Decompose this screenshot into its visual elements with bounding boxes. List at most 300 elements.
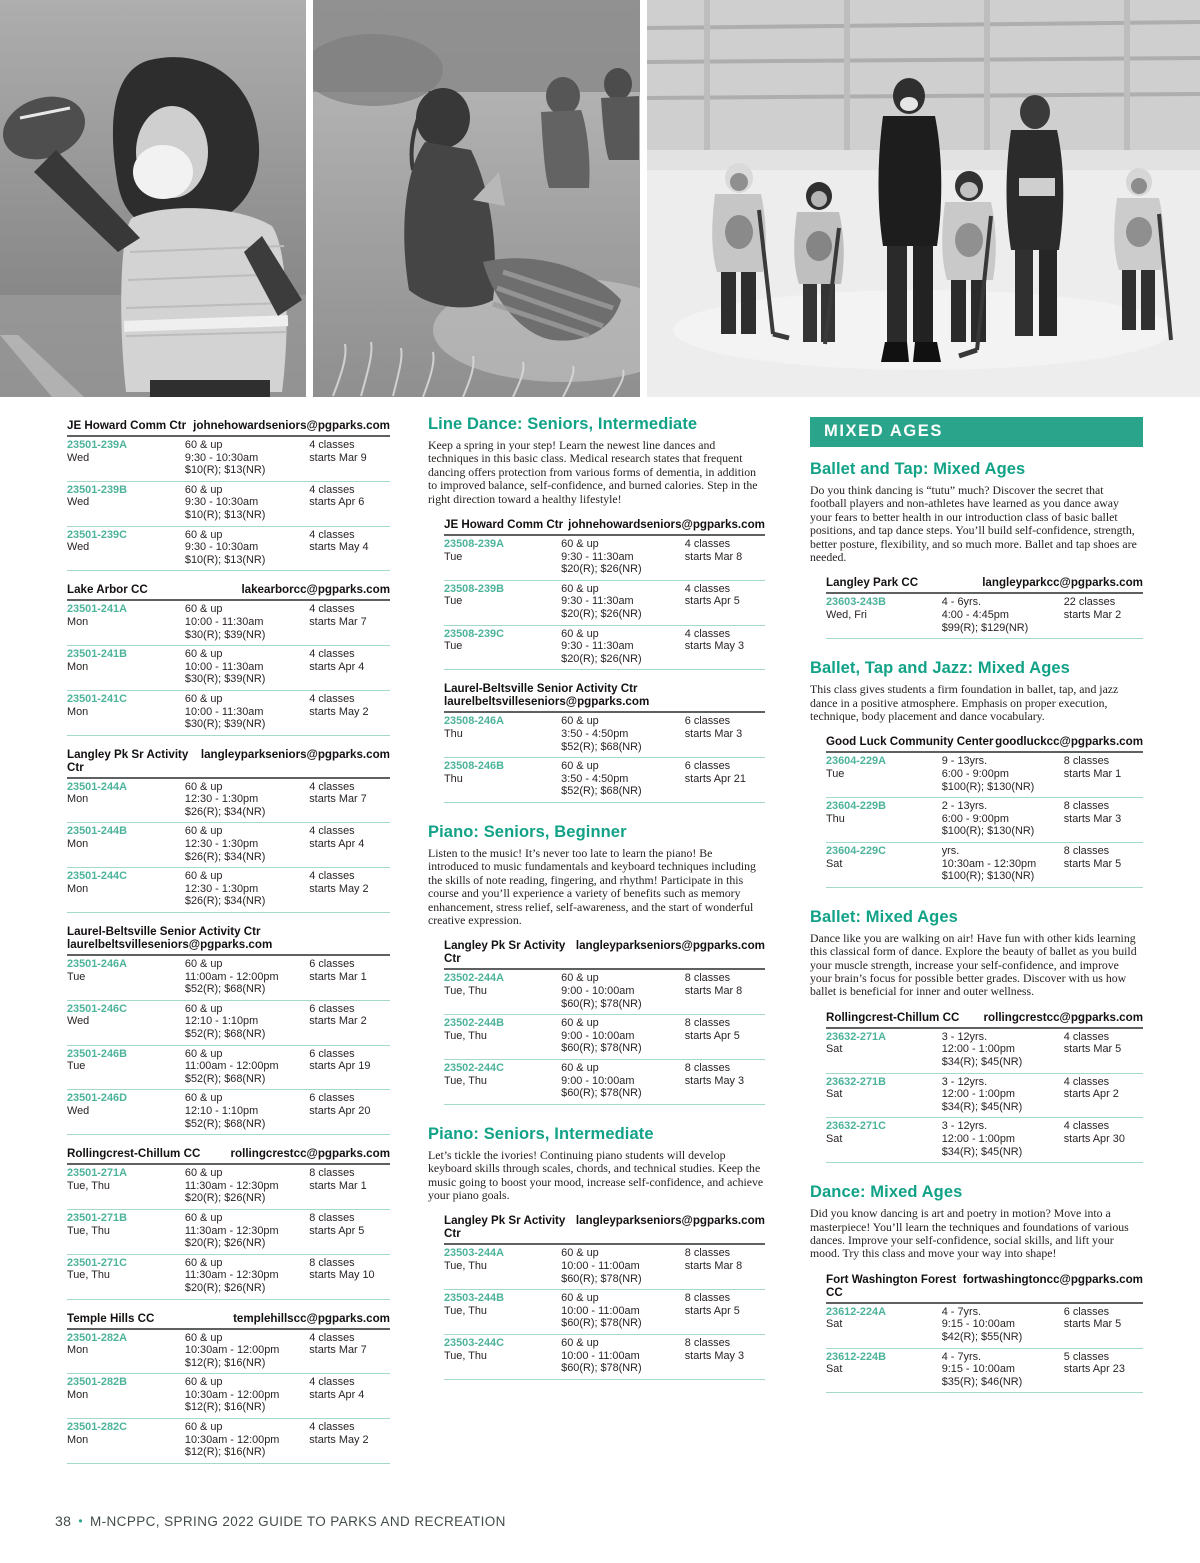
course-detail-cell — [185, 529, 309, 567]
course-days: Tue, Thu — [444, 1349, 487, 1362]
course-row — [444, 581, 765, 626]
location-email: lakearborcc@pgparks.com — [241, 583, 390, 597]
course-class-count: 4 classes — [309, 825, 355, 838]
course-start-date: starts May 3 — [684, 1074, 745, 1087]
course-schedule-cell — [685, 1017, 765, 1055]
course-id-cell — [826, 800, 942, 838]
course-start-date: starts Mar 3 — [1063, 812, 1122, 825]
course-start-date: starts Apr 4 — [309, 660, 365, 673]
location-email: laurelbeltsvilleseniors@pgparks.com — [444, 695, 650, 709]
course-class-count: 8 classes — [684, 1292, 731, 1305]
course-class-count: 4 classes — [309, 870, 355, 883]
course-schedule-cell — [1064, 800, 1143, 838]
course-time: 10:00 - 11:30am — [184, 705, 264, 718]
course-price: $10(R); $13(NR) — [184, 553, 266, 566]
course-days: Wed — [67, 541, 90, 554]
course-id-cell — [67, 1092, 185, 1130]
course-days: Tue, Thu — [67, 1224, 110, 1237]
location-header — [826, 1007, 1143, 1029]
location-header — [826, 572, 1143, 594]
course-id-cell — [444, 1292, 561, 1330]
course-days: Wed — [67, 496, 90, 509]
course-code: 23508-246A — [444, 715, 504, 728]
course-price: $100(R); $130(NR) — [941, 870, 1035, 883]
course-schedule-cell — [309, 1421, 390, 1459]
course-class-count: 6 classes — [309, 1047, 355, 1060]
course-age: 60 & up — [184, 1167, 223, 1180]
course-id-cell — [67, 1421, 185, 1459]
course-age: 60 & up — [561, 582, 599, 595]
course-days: Wed — [67, 1015, 90, 1028]
course-id-cell — [67, 1332, 185, 1370]
location-table — [444, 514, 765, 670]
course-id-cell — [67, 1048, 185, 1086]
course-start-date: starts Apr 2 — [1063, 1088, 1119, 1101]
location-name: Lake Arbor CC — [67, 583, 148, 597]
course-code: 23502-244C — [444, 1061, 504, 1074]
course-price: $26(R); $34(NR) — [184, 850, 266, 863]
course-code: 23612-224A — [826, 1305, 886, 1318]
course-age: 60 & up — [184, 1047, 223, 1060]
course-schedule-cell — [1064, 1076, 1143, 1114]
program-section — [428, 415, 765, 803]
course-start-date: starts May 2 — [309, 882, 369, 895]
course-class-count: 4 classes — [309, 692, 355, 705]
course-detail-cell — [561, 1017, 685, 1055]
course-row — [826, 1304, 1143, 1349]
location-header — [444, 1210, 765, 1245]
program-description: Do you think dancing is “tutu” much? Discover the secret that football players and non-athletes have learned as you dance away your fears to better health in our introduction class of basic ballet positions, and tap dance steps. You’ll build self-confidence, strength, better posture, flexibility, and so much more. Ballet and tap shoes are needed. — [810, 483, 1137, 565]
course-time: 9:15 - 10:00am — [941, 1318, 1015, 1331]
course-age: 60 & up — [561, 627, 599, 640]
course-code: 23501-246D — [67, 1092, 127, 1105]
course-schedule-cell — [309, 1332, 390, 1370]
course-days: Mon — [67, 882, 89, 895]
mixed-ages-banner: MIXED AGES — [810, 417, 1143, 447]
course-row — [67, 1001, 390, 1046]
course-class-count: 4 classes — [1063, 1075, 1110, 1088]
location-table — [826, 1269, 1143, 1394]
course-price: $100(R); $130(NR) — [941, 825, 1035, 838]
course-time: 12:00 - 1:00pm — [941, 1088, 1015, 1101]
course-schedule-cell — [685, 583, 765, 621]
location-table — [444, 678, 765, 803]
location-name: Langley Pk Sr Activity Ctr — [444, 939, 566, 966]
course-time: 10:00 - 11:00am — [561, 1259, 640, 1272]
course-row — [444, 970, 765, 1015]
course-age: 60 & up — [184, 692, 223, 705]
course-price: $34(R); $45(NR) — [941, 1145, 1023, 1158]
course-code: 23508-246B — [444, 760, 504, 773]
location-table — [67, 921, 390, 1135]
course-id-cell — [67, 603, 185, 641]
course-row — [444, 536, 765, 581]
course-detail-cell — [942, 1076, 1064, 1114]
course-start-date: starts Mar 7 — [309, 615, 367, 628]
course-code: 23501-282A — [67, 1331, 127, 1344]
location-email: langleyparkseniors@pgparks.com — [575, 1214, 765, 1228]
location-email: goodluckcc@pgparks.com — [995, 735, 1143, 749]
course-id-cell — [67, 1376, 185, 1414]
course-detail-cell — [942, 755, 1064, 793]
course-detail-cell — [561, 715, 685, 753]
column-seniors-programs — [428, 415, 765, 1380]
course-detail-cell — [185, 1376, 309, 1414]
course-price: $30(R); $39(NR) — [184, 673, 266, 686]
course-detail-cell — [185, 1421, 309, 1459]
course-id-cell — [67, 484, 185, 522]
course-schedule-cell — [309, 870, 390, 908]
location-header — [826, 1269, 1143, 1304]
course-price: $20(R); $26(NR) — [184, 1192, 266, 1205]
course-code: 23501-239B — [67, 483, 127, 496]
course-schedule-cell — [685, 715, 765, 753]
location-email: laurelbeltsvilleseniors@pgparks.com — [67, 938, 273, 952]
course-id-cell — [67, 1003, 185, 1041]
course-age: 60 & up — [561, 538, 599, 551]
course-class-count: 6 classes — [309, 1002, 355, 1015]
footer-bullet: • — [78, 1514, 83, 1528]
course-time: 9:30 - 11:30am — [561, 595, 634, 608]
course-age: 3 - 12yrs. — [941, 1120, 988, 1133]
course-time: 4:00 - 4:45pm — [941, 609, 1009, 622]
course-code: 23603-243B — [826, 596, 886, 609]
course-time: 12:30 - 1:30pm — [184, 838, 259, 851]
course-start-date: starts May 3 — [684, 640, 745, 653]
course-class-count: 4 classes — [309, 1331, 355, 1344]
course-schedule-cell — [1064, 755, 1143, 793]
course-row — [67, 691, 390, 736]
course-class-count: 4 classes — [309, 439, 355, 451]
course-time: 9:00 - 10:00am — [561, 984, 635, 997]
course-detail-cell — [185, 1257, 309, 1295]
course-row — [67, 779, 390, 824]
course-row — [67, 1330, 390, 1375]
course-days: Wed — [67, 1104, 90, 1117]
course-price: $52(R); $68(NR) — [561, 740, 642, 753]
course-class-count: 6 classes — [684, 715, 731, 728]
course-row — [67, 956, 390, 1001]
location-header — [444, 935, 765, 970]
location-name: Langley Pk Sr Activity Ctr — [67, 747, 189, 774]
course-code: 23501-246C — [67, 1002, 127, 1015]
course-days: Tue, Thu — [444, 1029, 487, 1042]
course-age: 60 & up — [184, 1092, 223, 1105]
course-detail-cell — [942, 1120, 1064, 1158]
location-table — [826, 572, 1143, 639]
course-start-date: starts Mar 8 — [684, 1259, 743, 1272]
course-days: Mon — [67, 660, 89, 673]
course-row — [444, 1335, 765, 1380]
course-code: 23503-244B — [444, 1292, 504, 1305]
course-code: 23501-241C — [67, 692, 127, 705]
course-start-date: starts Apr 4 — [309, 1388, 365, 1401]
course-age: 60 & up — [561, 715, 599, 728]
course-row — [67, 1419, 390, 1464]
photo-youth-football — [0, 0, 306, 397]
course-time: 9:30 - 10:30am — [184, 451, 259, 464]
course-detail-cell — [561, 1062, 685, 1100]
course-age: 4 - 7yrs. — [941, 1305, 982, 1318]
course-class-count: 6 classes — [309, 1092, 355, 1105]
course-code: 23501-241B — [67, 648, 127, 661]
course-days: Mon — [67, 793, 89, 806]
course-age: 3 - 12yrs. — [941, 1075, 988, 1088]
course-start-date: starts Mar 7 — [309, 793, 367, 806]
course-row — [444, 1290, 765, 1335]
course-schedule-cell — [685, 1337, 765, 1375]
course-id-cell — [67, 529, 185, 567]
course-price: $20(R); $26(NR) — [561, 563, 642, 576]
course-days: Mon — [67, 1388, 89, 1401]
course-id-cell — [826, 845, 942, 883]
course-time: 12:00 - 1:00pm — [941, 1043, 1015, 1056]
location-header — [67, 921, 390, 956]
course-id-cell — [444, 1062, 561, 1100]
course-id-cell — [444, 538, 561, 576]
course-time: 11:30am - 12:30pm — [184, 1269, 279, 1282]
course-time: 9:00 - 10:00am — [561, 1074, 635, 1087]
course-code: 23501-271A — [67, 1167, 127, 1180]
course-days: Thu — [444, 772, 463, 785]
course-class-count: 8 classes — [684, 1336, 731, 1349]
course-id-cell — [826, 755, 942, 793]
course-id-cell — [67, 781, 185, 819]
course-days: Tue, Thu — [67, 1269, 110, 1282]
course-days: Wed — [67, 451, 90, 464]
course-class-count: 4 classes — [1063, 1120, 1110, 1133]
course-age: 3 - 12yrs. — [941, 1030, 988, 1043]
course-schedule-cell — [309, 603, 390, 641]
course-class-count: 4 classes — [684, 538, 731, 551]
course-detail-cell — [561, 538, 685, 576]
course-price: $60(R); $78(NR) — [561, 1362, 642, 1375]
location-table — [67, 744, 390, 913]
course-row — [444, 713, 765, 758]
course-time: 10:00 - 11:30am — [184, 615, 264, 628]
course-schedule-cell — [309, 1092, 390, 1130]
course-code: 23501-244C — [67, 870, 127, 883]
course-row — [67, 601, 390, 646]
course-detail-cell — [942, 1306, 1064, 1344]
course-detail-cell — [942, 800, 1064, 838]
location-name: Rollingcrest-Chillum CC — [67, 1147, 201, 1161]
course-detail-cell — [561, 628, 685, 666]
course-time: 12:10 - 1:10pm — [184, 1104, 259, 1117]
course-start-date: starts Mar 8 — [684, 550, 743, 563]
location-name: Laurel-Beltsville Senior Activity Ctr — [444, 682, 638, 696]
program-title: Ballet, Tap and Jazz: Mixed Ages — [810, 659, 1070, 678]
course-class-count: 4 classes — [309, 780, 355, 793]
program-title: Line Dance: Seniors, Intermediate — [428, 415, 698, 433]
course-code: 23502-244B — [444, 1017, 504, 1030]
course-age: 60 & up — [184, 439, 223, 451]
course-start-date: starts May 2 — [309, 1433, 369, 1446]
course-class-count: 4 classes — [684, 627, 731, 640]
course-age: 60 & up — [184, 870, 223, 883]
photo-outdoor-yoga-image — [313, 0, 640, 397]
course-time: 11:30am - 12:30pm — [184, 1224, 279, 1237]
course-class-count: 4 classes — [1063, 1030, 1110, 1043]
course-time: 10:30am - 12:00pm — [184, 1433, 280, 1446]
course-row — [826, 1074, 1143, 1119]
course-price: $52(R); $68(NR) — [561, 785, 642, 798]
course-id-cell — [67, 870, 185, 908]
program-title: Piano: Seniors, Intermediate — [428, 1124, 654, 1143]
course-age: 60 & up — [561, 760, 599, 773]
course-start-date: starts Mar 7 — [309, 1344, 367, 1357]
course-id-cell — [826, 1031, 942, 1069]
course-start-date: starts Apr 30 — [1063, 1132, 1125, 1145]
course-code: 23501-241A — [67, 603, 127, 616]
location-header — [67, 579, 390, 601]
course-schedule-cell — [309, 1003, 390, 1041]
course-row — [67, 437, 390, 482]
course-code: 23501-282B — [67, 1376, 127, 1389]
course-age: 60 & up — [561, 1017, 599, 1030]
course-days: Tue — [67, 970, 86, 983]
location-name: Temple Hills CC — [67, 1311, 155, 1325]
course-days: Wed, Fri — [826, 609, 867, 622]
course-age: yrs. — [941, 845, 960, 857]
course-time: 12:00 - 1:00pm — [941, 1132, 1015, 1145]
course-row — [67, 1090, 390, 1135]
course-time: 11:30am - 12:30pm — [184, 1179, 279, 1192]
course-class-count: 8 classes — [684, 972, 731, 985]
course-row — [826, 594, 1143, 639]
course-time: 6:00 - 9:00pm — [941, 812, 1009, 825]
course-id-cell — [826, 1306, 942, 1344]
location-header — [67, 1308, 390, 1330]
course-age: 60 & up — [184, 483, 223, 496]
location-email: langleyparkcc@pgparks.com — [982, 576, 1143, 590]
course-price: $26(R); $34(NR) — [184, 805, 266, 818]
course-price: $52(R); $68(NR) — [184, 1117, 266, 1130]
course-price: $10(R); $13(NR) — [184, 508, 266, 521]
course-row — [67, 1210, 390, 1255]
location-header — [67, 1143, 390, 1165]
course-schedule-cell — [309, 648, 390, 686]
course-price: $52(R); $68(NR) — [184, 1072, 266, 1085]
course-age: 60 & up — [561, 972, 599, 985]
course-detail-cell — [185, 781, 309, 819]
course-days: Sat — [826, 1363, 843, 1376]
location-table — [444, 1210, 765, 1379]
course-price: $100(R); $130(NR) — [941, 780, 1035, 793]
photo-outdoor-yoga — [313, 0, 640, 397]
location-name: JE Howard Comm Ctr — [67, 419, 187, 432]
course-start-date: starts Apr 19 — [309, 1060, 371, 1073]
course-schedule-cell — [309, 1376, 390, 1414]
course-time: 9:30 - 11:30am — [561, 550, 634, 563]
course-id-cell — [444, 1337, 561, 1375]
course-start-date: starts Apr 20 — [309, 1104, 371, 1117]
program-description: Listen to the music! It’s never too late to learn the piano! Be introduced to music fundamentals and keyboard techniques including the skills of note reading, fingering, and rhythm! Participate in this course and you’ll experience a variety of benefits such as memory enhancement, stress relief, self-awareness, and the start of wonderful creative expression. — [428, 845, 756, 927]
course-days: Sat — [826, 1132, 843, 1145]
program-section — [428, 823, 765, 1105]
course-code: 23501-271B — [67, 1211, 127, 1224]
course-detail-cell — [185, 648, 309, 686]
course-row — [444, 1060, 765, 1105]
location-name: Fort Washington Forest CC — [826, 1272, 957, 1299]
course-schedule-cell — [1064, 1120, 1143, 1158]
course-code: 23508-239C — [444, 627, 504, 640]
course-schedule-cell — [685, 1247, 765, 1285]
course-price: $60(R); $78(NR) — [561, 1317, 642, 1330]
location-header — [444, 678, 765, 713]
page-footer — [55, 1513, 506, 1529]
course-price: $12(R); $16(NR) — [184, 1446, 266, 1459]
course-id-cell — [444, 715, 561, 753]
location-email: johnehowardseniors@pgparks.com — [568, 518, 765, 532]
course-days: Thu — [826, 812, 845, 825]
location-header — [67, 744, 390, 779]
course-class-count: 8 classes — [684, 1247, 731, 1260]
course-row — [826, 798, 1143, 843]
course-schedule-cell — [1064, 596, 1143, 634]
course-age: 60 & up — [561, 1292, 599, 1305]
course-class-count: 4 classes — [309, 648, 355, 661]
course-row — [67, 868, 390, 913]
location-table — [67, 1308, 390, 1464]
course-price: $26(R); $34(NR) — [184, 895, 266, 908]
course-age: 60 & up — [184, 648, 223, 661]
course-class-count: 5 classes — [1063, 1350, 1110, 1363]
course-age: 60 & up — [184, 1256, 223, 1269]
location-table — [826, 1007, 1143, 1163]
course-class-count: 8 classes — [309, 1256, 355, 1269]
course-time: 11:00am - 12:00pm — [184, 1060, 279, 1073]
course-start-date: starts Apr 23 — [1063, 1363, 1125, 1376]
photo-youth-football-image — [0, 0, 306, 397]
course-class-count: 8 classes — [1063, 755, 1110, 768]
course-schedule-cell — [309, 484, 390, 522]
course-id-cell — [67, 1212, 185, 1250]
location-table — [67, 1143, 390, 1299]
course-start-date: starts Apr 5 — [684, 1304, 740, 1317]
course-code: 23503-244A — [444, 1247, 504, 1260]
course-detail-cell — [185, 870, 309, 908]
column-seniors-continued — [67, 415, 390, 1464]
course-price: $60(R); $78(NR) — [561, 1042, 642, 1055]
course-start-date: starts Mar 1 — [309, 970, 367, 983]
course-age: 60 & up — [561, 1336, 599, 1349]
course-time: 3:50 - 4:50pm — [561, 772, 629, 785]
course-code: 23501-246A — [67, 958, 127, 971]
course-time: 10:30am - 12:00pm — [184, 1388, 280, 1401]
location-name: Langley Pk Sr Activity Ctr — [444, 1214, 566, 1241]
course-price: $30(R); $39(NR) — [184, 718, 266, 731]
course-code: 23501-244A — [67, 780, 127, 793]
course-code: 23501-246B — [67, 1047, 127, 1060]
course-detail-cell — [185, 1048, 309, 1086]
course-code: 23501-271C — [67, 1256, 127, 1269]
course-start-date: starts Mar 8 — [684, 984, 743, 997]
course-time: 10:00 - 11:00am — [561, 1304, 640, 1317]
location-name: JE Howard Comm Ctr — [444, 518, 564, 532]
course-detail-cell — [185, 439, 309, 477]
course-class-count: 6 classes — [684, 760, 731, 773]
course-schedule-cell — [1064, 1031, 1143, 1069]
program-title: Dance: Mixed Ages — [810, 1183, 963, 1202]
course-schedule-cell — [1064, 1351, 1143, 1389]
course-code: 23508-239A — [444, 538, 504, 551]
course-price: $52(R); $68(NR) — [184, 1028, 266, 1040]
course-row — [67, 482, 390, 527]
course-schedule-cell — [309, 439, 390, 477]
location-email: templehillscc@pgparks.com — [233, 1311, 390, 1325]
course-schedule-cell — [1064, 845, 1143, 883]
